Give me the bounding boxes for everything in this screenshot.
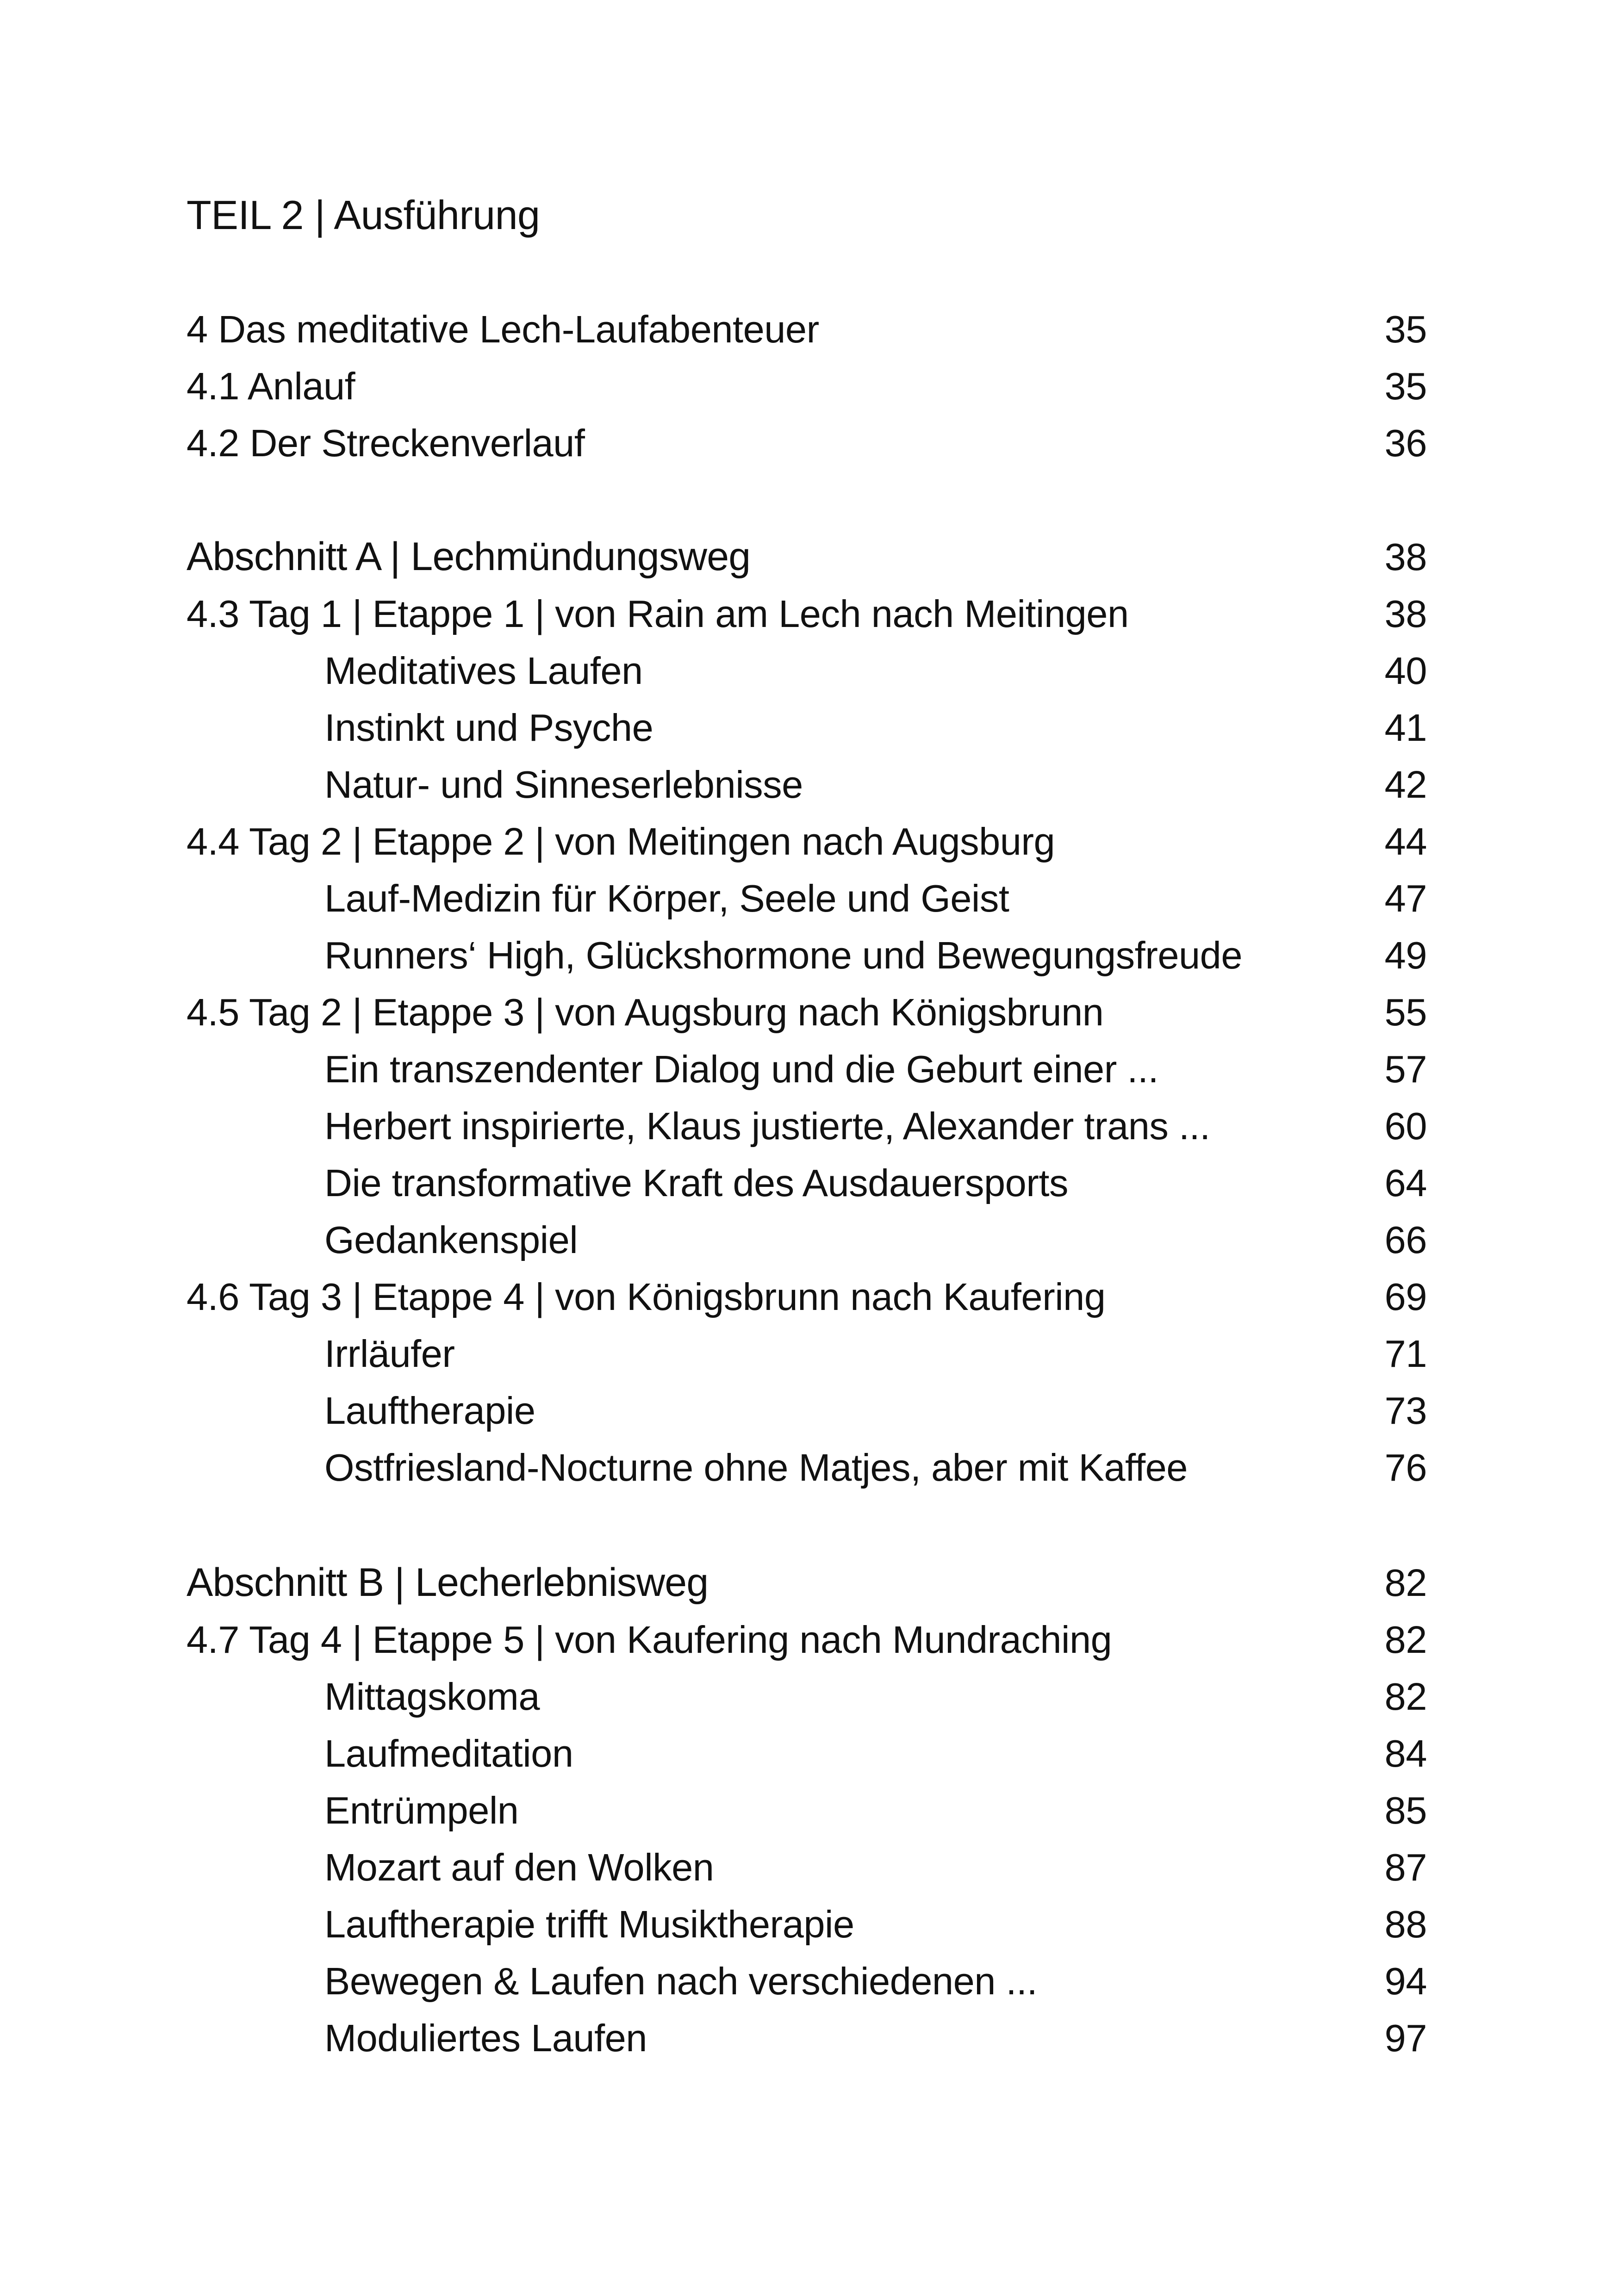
toc-subentry bbox=[187, 927, 1427, 984]
toc-entry bbox=[187, 984, 1427, 1041]
toc-subentry-label: Die transformative Kraft des Ausdauersports bbox=[324, 1161, 1068, 1204]
toc-entry bbox=[187, 585, 1427, 642]
toc-entry-label: 4.4 Tag 2 | Etappe 2 | von Meitingen nach Augsburg bbox=[187, 820, 1055, 863]
toc-subentry bbox=[187, 756, 1427, 813]
toc-subentry-label: Meditatives Laufen bbox=[324, 649, 643, 692]
toc-entry-label: 4.6 Tag 3 | Etappe 4 | von Königsbrunn nach Kaufering bbox=[187, 1275, 1106, 1318]
toc-subentry bbox=[187, 1211, 1427, 1268]
toc-subentry-page: 42 bbox=[1384, 763, 1427, 806]
toc-entry-page: 35 bbox=[1384, 308, 1427, 351]
toc-subentry bbox=[187, 1668, 1427, 1725]
toc-subentry-page: 85 bbox=[1384, 1789, 1427, 1832]
toc-entry-page: 55 bbox=[1384, 991, 1427, 1034]
toc-subentry-page: 64 bbox=[1384, 1161, 1427, 1204]
toc-entry bbox=[187, 813, 1427, 870]
toc-subentry-page: 87 bbox=[1384, 1846, 1427, 1889]
toc-entry-label: 4.2 Der Streckenverlauf bbox=[187, 422, 585, 465]
toc-subentry-page: 73 bbox=[1384, 1389, 1427, 1432]
toc-subentry-label: Entrümpeln bbox=[324, 1789, 519, 1832]
toc-subentry-label: Runners‘ High, Glückshormone und Bewegungsfreude bbox=[324, 934, 1242, 977]
toc-entry bbox=[187, 1268, 1427, 1325]
toc-subentry-label: Lauf-Medizin für Körper, Seele und Geist bbox=[324, 877, 1009, 920]
toc-subentry-label: Ein transzendenter Dialog und die Geburt einer ... bbox=[324, 1048, 1159, 1091]
toc-subentry bbox=[187, 1439, 1427, 1496]
toc-subentry-label: Natur- und Sinneserlebnisse bbox=[324, 763, 803, 806]
toc-subentry-page: 76 bbox=[1384, 1446, 1427, 1489]
toc-subentry-label: Mittagskoma bbox=[324, 1675, 540, 1718]
toc-subentry bbox=[187, 642, 1427, 699]
toc-subentry-page: 49 bbox=[1384, 934, 1427, 977]
toc-entry-page: 35 bbox=[1384, 365, 1427, 408]
section-heading-label: Abschnitt A | Lechmündungsweg bbox=[187, 534, 751, 579]
toc-subentry bbox=[187, 1154, 1427, 1211]
toc-subentry-label: Gedankenspiel bbox=[324, 1218, 578, 1261]
toc-subentry-page: 40 bbox=[1384, 649, 1427, 692]
toc-subentry-label: Irrläufer bbox=[324, 1332, 455, 1375]
toc-subentry-label: Moduliertes Laufen bbox=[324, 2017, 647, 2060]
toc-intro bbox=[187, 301, 1427, 472]
toc-subentry-page: 97 bbox=[1384, 2017, 1427, 2060]
toc-section-a bbox=[187, 528, 1427, 1496]
toc-entry bbox=[187, 301, 1427, 358]
toc-subentry bbox=[187, 1782, 1427, 1839]
toc-subentry-label: Instinkt und Psyche bbox=[324, 706, 653, 749]
toc-entry bbox=[187, 415, 1427, 472]
toc-subentry bbox=[187, 1953, 1427, 2010]
part-title: TEIL 2 | Ausführung bbox=[187, 192, 540, 238]
toc-subentry bbox=[187, 870, 1427, 927]
toc-subentry-label: Lauftherapie trifft Musiktherapie bbox=[324, 1903, 854, 1946]
toc-entry-page: 82 bbox=[1384, 1618, 1427, 1661]
toc-subentry-page: 57 bbox=[1384, 1048, 1427, 1091]
toc-subentry-page: 66 bbox=[1384, 1218, 1427, 1261]
toc-entry bbox=[187, 1611, 1427, 1668]
toc-entry-label: 4.1 Anlauf bbox=[187, 365, 355, 408]
section-heading-page: 38 bbox=[1384, 535, 1427, 578]
toc-subentry-page: 84 bbox=[1384, 1732, 1427, 1775]
toc-subentry bbox=[187, 1041, 1427, 1098]
section-heading bbox=[187, 1554, 1427, 1611]
section-heading-label: Abschnitt B | Lecherlebnisweg bbox=[187, 1560, 709, 1605]
toc-section-b bbox=[187, 1554, 1427, 2066]
toc-subentry bbox=[187, 1382, 1427, 1439]
toc-subentry-label: Herbert inspirierte, Klaus justierte, Alexander trans ... bbox=[324, 1105, 1210, 1148]
toc-subentry-label: Ostfriesland-Nocturne ohne Matjes, aber mit Kaffee bbox=[324, 1446, 1188, 1489]
toc-entry-label: 4.7 Tag 4 | Etappe 5 | von Kaufering nach Mundraching bbox=[187, 1618, 1112, 1661]
toc-subentry bbox=[187, 1839, 1427, 1896]
toc-entry-page: 69 bbox=[1384, 1275, 1427, 1318]
toc-entry bbox=[187, 358, 1427, 415]
toc-entry-label: 4.3 Tag 1 | Etappe 1 | von Rain am Lech nach Meitingen bbox=[187, 592, 1129, 635]
toc-subentry-label: Lauftherapie bbox=[324, 1389, 535, 1432]
section-heading-page: 82 bbox=[1384, 1561, 1427, 1604]
toc-subentry-page: 47 bbox=[1384, 877, 1427, 920]
toc-entry-label: 4.5 Tag 2 | Etappe 3 | von Augsburg nach Königsbrunn bbox=[187, 991, 1104, 1034]
toc-entry-page: 44 bbox=[1384, 820, 1427, 863]
toc-subentry bbox=[187, 699, 1427, 756]
toc-subentry bbox=[187, 1098, 1427, 1154]
toc-subentry-page: 71 bbox=[1384, 1332, 1427, 1375]
toc-entry-label: 4 Das meditative Lech-Laufabenteuer bbox=[187, 308, 819, 351]
toc-subentry bbox=[187, 1896, 1427, 1953]
toc-subentry-label: Mozart auf den Wolken bbox=[324, 1846, 714, 1889]
section-heading bbox=[187, 528, 1427, 585]
toc-subentry-label: Bewegen & Laufen nach verschiedenen ... bbox=[324, 1960, 1038, 2003]
toc-subentry-page: 82 bbox=[1384, 1675, 1427, 1718]
toc-entry-page: 36 bbox=[1384, 422, 1427, 465]
toc-subentry-page: 60 bbox=[1384, 1105, 1427, 1148]
toc-subentry-page: 88 bbox=[1384, 1903, 1427, 1946]
toc-subentry-label: Laufmeditation bbox=[324, 1732, 573, 1775]
toc-subentry-page: 94 bbox=[1384, 1960, 1427, 2003]
toc-subentry-page: 41 bbox=[1384, 706, 1427, 749]
toc-subentry bbox=[187, 1325, 1427, 1382]
toc-entry-page: 38 bbox=[1384, 592, 1427, 635]
toc-subentry bbox=[187, 2010, 1427, 2066]
toc-subentry bbox=[187, 1725, 1427, 1782]
